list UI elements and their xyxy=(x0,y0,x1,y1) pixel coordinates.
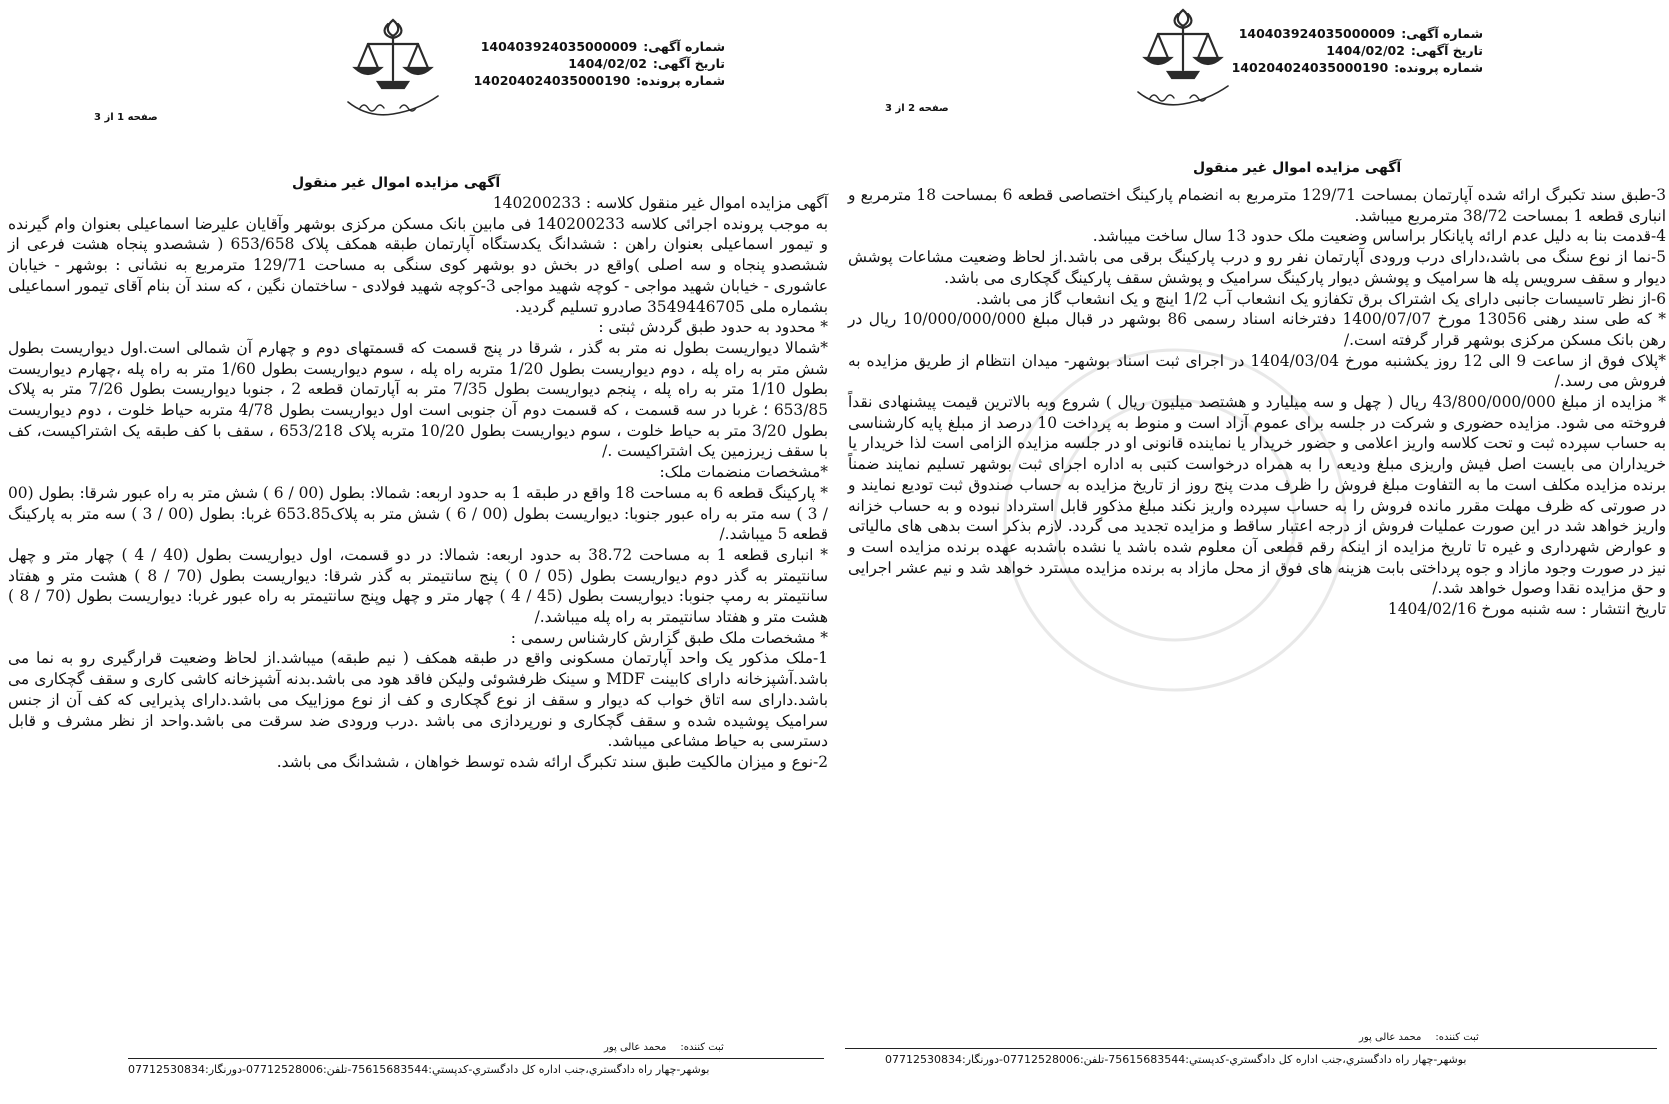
notice-page-2 xyxy=(845,0,1669,1104)
footer-address: بوشهر-چهار راه دادگستري،جنب اداره كل دادگستري-كدپستي:75615683544-تلفن:07712528006-دورنگار:07712530834 xyxy=(128,1063,710,1076)
judiciary-emblem-logo xyxy=(338,10,448,130)
body-paragraph: * پارکینگ قطعه 6 به مساحت 18 واقع در طبقه 1 به حدود اربعه: شمالا: بطول (00 / 6 ) شش متر به راه عبور شرقا: بطول (00 / 3 ) سه متر به راه عبور جنوبا: دیواریست بطول (00 / 6 ) شش متر به پلاک653.85 غربا: بطول (00 / 3 ) سه متر به پارکینگ قطعه 5 میباشد./ xyxy=(8,483,828,544)
registrar-name: محمد عالی پور xyxy=(1359,1032,1422,1043)
notice-number: 140403924035000009 xyxy=(1238,26,1396,41)
body-paragraph: * مزایده از مبلغ 43/800/000/000 ریال ( چهل و سه میلیارد و هشتصد میلیون ریال ) شروع وبه بالاترین قیمت پیشنهادی نقداً فروخته می شود. مزایده حضوری و شرکت در جلسه برای عموم آزاد است و منوط به پرداخت 10 درصد از مبلغ پایه کارشناسی به حساب سپرده ثبت و تحت کلاسه واریز اعلامی و حضور خریدار یا نماینده قانونی او در جلسه مزایده الزامی است لذا خریدار یا خریداران می بایست اصل فیش واریزی مبلغ ودیعه را به همراه درخواست کتبی به اداره اجرای ثبت بوشهر تسلیم نمایند ضمناً برنده مزایده مکلف است ما به التفاوت مبلغ فروش را ظرف مدت پنج روز از تاریخ مزایده به حساب صندوق ثبت تودیع نمایند و در صورتی که ظرف مهلت مقرر مانده فروش را به حساب سپرده واریز نکند مبلغ مذکور قابل استرداد نبوده و به حساب خزانه واریز خواهد شد در این صورت عملیات فروش از درجه اعتبار ساقط و مزایده تجدید می گردد. لازم بذکر است بدهی های مالیاتی و عوارض شهرداری و غیره تا تاریخ مزایده از اینکه رقم قطعی آن معلوم شده باشد یا نشده باشدبه عهده برنده مزایده است و نیز در صورت وجود مازاد و جوه پرداختی بابت هزینه های فوق از محل مازاد به برنده مزایده مسترد خواهد شد و نیم عشر اجرایی و حق مزایده نقدا وصول خواهد شد./ xyxy=(848,393,1667,598)
notice-page-1 xyxy=(0,0,834,1104)
page-number: صفحه 1 از 3 xyxy=(94,112,158,123)
notice-meta xyxy=(1231,25,1483,76)
notice-date: 1404/02/02 xyxy=(1326,43,1405,58)
document-title: آگهی مزایده اموال غیر منقول xyxy=(292,175,501,191)
registrar-name: محمد عالی پور xyxy=(604,1042,667,1053)
case-number: 140204024035000190 xyxy=(473,73,631,88)
body-paragraph: *پلاک فوق از ساعت 9 الی 12 روز یکشنبه مورخ 1404/03/04 در اجرای ثبت اسناد بوشهر- میدان انتظام از طریق مزایده به فروش می رسد./ xyxy=(848,351,1667,391)
notice-body xyxy=(848,185,1666,620)
case-number-label: شماره پرونده: xyxy=(636,73,725,88)
notice-number: 140403924035000009 xyxy=(480,39,638,54)
body-paragraph: تاریخ انتشار : سه شنبه مورخ 1404/02/16 xyxy=(1387,600,1666,619)
case-number: 140204024035000190 xyxy=(1231,60,1389,75)
footer-divider xyxy=(845,1048,1657,1049)
registrar xyxy=(590,1042,724,1053)
body-paragraph: 4-قدمت بنا به دلیل عدم ارائه پایانکار براساس وضعیت ملک حدود 13 سال ساخت میباشد. xyxy=(1092,227,1666,246)
body-paragraph: 2-نوع و میزان مالکیت طبق سند تکبرگ ارائه شده توسط خواهان ، ششدانگ می باشد. xyxy=(276,752,828,771)
footer-divider xyxy=(128,1058,824,1059)
body-paragraph: * محدود به حدود طبق گردش ثبتی : xyxy=(598,318,828,337)
notice-number-label: شماره آگهی: xyxy=(643,39,725,54)
body-paragraph: 3-طبق سند تکبرگ ارائه شده آپارتمان بمساحت 129/71 مترمربع به انضمام پارکینگ اختصاصی قطعه 6 بمساحت 18 مترمربع و انباری قطعه 1 بمساحت 38/72 مترمربع میباشد. xyxy=(848,186,1666,225)
notice-body xyxy=(8,193,828,773)
notice-date-label: تاریخ آگهی: xyxy=(1410,43,1483,58)
case-number-label: شماره پرونده: xyxy=(1394,60,1483,75)
body-paragraph: 6-از نظر تاسیسات جانبی دارای یک اشتراک برق تکفازو یک انشعاب آب 1/2 اینچ و یک انشعاب گاز می باشد. xyxy=(976,289,1666,308)
body-paragraph: 5-نما از نوع سنگ می باشد،دارای درب ورودی آپارتمان نفر رو و درب پارکینگ برقی می باشد.از لحاظ وضعیت مشاعات پوشش دیوار و سقف سرویس پله ها سرامیک و پوشش دیوار پارکینگ سرامیک و پوشش سقف پارکینگ گچکاری می باشد. xyxy=(848,248,1666,287)
notice-number-label: شماره آگهی: xyxy=(1401,26,1483,41)
body-paragraph: به موجب پرونده اجرائی کلاسه 140200233 فی مابین بانک مسکن مرکزی بوشهر وآقایان علیرضا اسماعیلی بعنوان وام گیرنده و تیمور اسماعیلی بعنوان راهن : ششدانگ یکدستگاه آپارتمان طبقه همکف پلاک 653/658 ( ششصدو پنجاه هشت فرعی از ششصدو پنجاه و سه اصلی )واقع در بخش دو بوشهر کوی سنگی به مساحت 129/71 مترمربع به نشانی : بوشهر - خیابان عاشوری - خیابان شهید مواجی - کوچه شهید مواجی 3-کوچه شهید فولادی - ساختمان نگین ، که سند آن بنام آقای تیمور اسماعیلی بشماره ملی 3549446705 صادرو تسلیم گردید. xyxy=(8,214,828,316)
document-title: آگهی مزایده اموال غیر منقول xyxy=(1193,160,1402,176)
body-paragraph: آگهی مزایده اموال غیر منقول کلاسه : 140200233 xyxy=(492,194,828,212)
body-paragraph: * مشخصات ملک طبق گزارش کارشناس رسمی : xyxy=(510,628,828,647)
notice-meta xyxy=(473,38,725,89)
registrar-label: ثبت کننده: xyxy=(1435,1032,1479,1043)
body-paragraph: 1-ملک مذکور یک واحد آپارتمان مسکونی واقع در طبقه همکف ( نیم طبقه) میباشد.از لحاظ وضعیت قرارگیری رو به نما می باشد.آشپزخانه دارای کابینت MDF و سینک ظرفشوئی ولیکن فاقد هود می باشد.بدنه آشپزخانه کاشی کاری و سقف گچکاری می باشد.دارای سه اتاق خواب که دیوار و سقف از نوع گچکاری و کف از نوع موزاییک می باشد.دارای پذیرایی که کف آن از جنس سرامیک پوشیده شده و سقف گچکاری و نورپردازی می باشد .درب ورودی ضد سرقت می باشد.واحد از نظر مشرف و قابل دسترسی به حیاط مشاعی میباشد. xyxy=(8,649,829,751)
registrar-label: ثبت کننده: xyxy=(680,1042,724,1053)
body-paragraph: *شمالا دیواریست بطول نه متر به گذر ، شرقا در پنج قسمت که قسمتهای دوم و چهارم آن شمالی است.اول دیواریست بطول شش متر به راه پله ، دوم دیواریست بطول 1/20 متربه راه پله ، سوم دیواریست بطول 1/60 متر به راه پله ،چهارم دیواریست بطول 1/10 متر به راه پله ، پنجم دیواریست بطول 7/35 متر به آپارتمان قطعه 2 ، جنوبا دیواریست بطول 7/26 متر به پلاک 653/85 ؛ غربا در سه قسمت ، که قسمت دوم آن جنوبی است اول دیواریست بطول 4/78 متربه حیاط خلوت ، دوم دیواریست بطول 3/20 متر به حیاط خلوت ، سوم دیواریست بطول 10/20 متربه پلاک 653/218 ، سقف با کف طبقه یک اشتراکیست، کف با سقف زیرزمین یک اشتراکیست ./ xyxy=(8,338,828,461)
judiciary-emblem-logo xyxy=(1128,0,1238,120)
notice-date: 1404/02/02 xyxy=(568,56,647,71)
registrar xyxy=(1345,1032,1479,1043)
body-paragraph: * انباری قطعه 1 به مساحت 38.72 به حدود اربعه: شمالا: در دو قسمت، اول دیواریست بطول (40 / 4 ) چهار متر و چهل سانتیمتر به گذر دوم دیواریست بطول (05 / 0 ) پنج سانتیمتر به گذر شرقا: دیواریست بطول (70 / 8 ) هشت متر و هفتاد سانتیمتر به رمپ جنوبا: دیواریست بطول (45 / 4 ) چهار متر و چهل وپنج سانتیمتر به راه عبور غربا: دیواریست بطول (70 / 8 ) هشت متر و هفتاد سانتیمتر به راه پله میباشد./ xyxy=(8,545,828,627)
body-paragraph: * که طی سند رهنی 13056 مورخ 1400/07/07 دفترخانه اسناد رسمی 86 بوشهر در قبال مبلغ 10/000/000/000 ریال در رهن بانک مسکن مرکزی بوشهر قرار گرفته است./ xyxy=(848,310,1666,349)
notice-date-label: تاریخ آگهی: xyxy=(652,56,725,71)
footer-address: بوشهر-چهار راه دادگستري،جنب اداره كل دادگستري-كدپستي:75615683544-تلفن:07712528006-دورنگار:07712530834 xyxy=(885,1053,1467,1066)
page-number: صفحه 2 از 3 xyxy=(885,103,949,114)
body-paragraph: *مشخصات منضمات ملک: xyxy=(659,463,828,482)
